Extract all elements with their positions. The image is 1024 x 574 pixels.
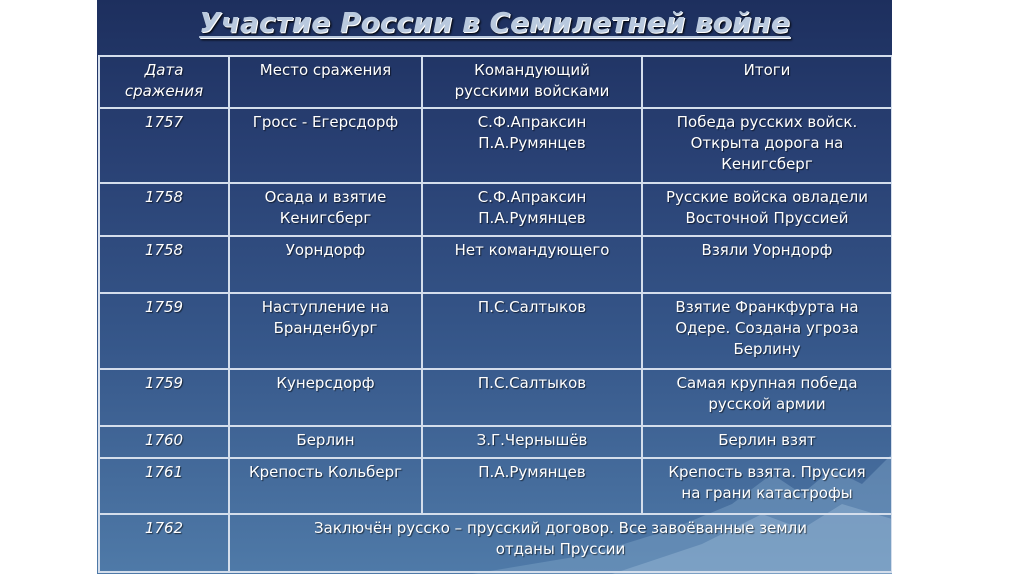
- cell-commander: П.А.Румянцев: [422, 458, 642, 514]
- cell-year: 1762: [99, 514, 229, 572]
- cell-result: Взяли Уорндорф: [642, 236, 892, 293]
- table-row: [99, 236, 892, 293]
- cell-commander: З.Г.Чернышёв: [422, 426, 642, 458]
- cell-place: Крепость Кольберг: [229, 458, 422, 514]
- battles-table: [98, 55, 892, 573]
- cell-place: Наступление на Бранденбург: [229, 293, 422, 369]
- header-date: Дата сражения: [99, 56, 229, 108]
- slide-title: Участие России в Семилетней войне: [199, 6, 790, 39]
- cell-place: Берлин: [229, 426, 422, 458]
- cell-treaty-summary: Заключён русско – прусский договор. Все завоёванные земли отданы Пруссии: [229, 514, 892, 572]
- table-row: [99, 293, 892, 369]
- cell-year: 1759: [99, 369, 229, 426]
- cell-year: 1760: [99, 426, 229, 458]
- cell-place: Кунерсдорф: [229, 369, 422, 426]
- table-row: [99, 426, 892, 458]
- cell-place: Гросс - Егерсдорф: [229, 108, 422, 183]
- cell-result: Берлин взят: [642, 426, 892, 458]
- table-row: [99, 458, 892, 514]
- slide: [97, 0, 892, 574]
- cell-year: 1758: [99, 183, 229, 236]
- cell-commander: П.С.Салтыков: [422, 293, 642, 369]
- header-commander: Командующий русскими войсками: [422, 56, 642, 108]
- cell-year: 1761: [99, 458, 229, 514]
- cell-commander: С.Ф.Апраксин П.А.Румянцев: [422, 183, 642, 236]
- table-header-row: [99, 56, 892, 108]
- cell-year: 1757: [99, 108, 229, 183]
- cell-result: Крепость взята. Пруссия на грани катастрофы: [642, 458, 892, 514]
- table-row: [99, 183, 892, 236]
- cell-place: Уорндорф: [229, 236, 422, 293]
- table-row: [99, 369, 892, 426]
- cell-year: 1759: [99, 293, 229, 369]
- cell-place: Осада и взятие Кенигсберг: [229, 183, 422, 236]
- cell-commander: С.Ф.Апраксин П.А.Румянцев: [422, 108, 642, 183]
- table-row-final: [99, 514, 892, 572]
- table-row: [99, 108, 892, 183]
- cell-year: 1758: [99, 236, 229, 293]
- cell-result: Русские войска овладели Восточной Пруссией: [642, 183, 892, 236]
- cell-result: Взятие Франкфурта на Одере. Создана угроза Берлину: [642, 293, 892, 369]
- cell-commander: П.С.Салтыков: [422, 369, 642, 426]
- header-result: Итоги: [642, 56, 892, 108]
- cell-result: Победа русских войск. Открыта дорога на Кенигсберг: [642, 108, 892, 183]
- cell-result: Самая крупная победа русской армии: [642, 369, 892, 426]
- header-place: Место сражения: [229, 56, 422, 108]
- cell-commander: Нет командующего: [422, 236, 642, 293]
